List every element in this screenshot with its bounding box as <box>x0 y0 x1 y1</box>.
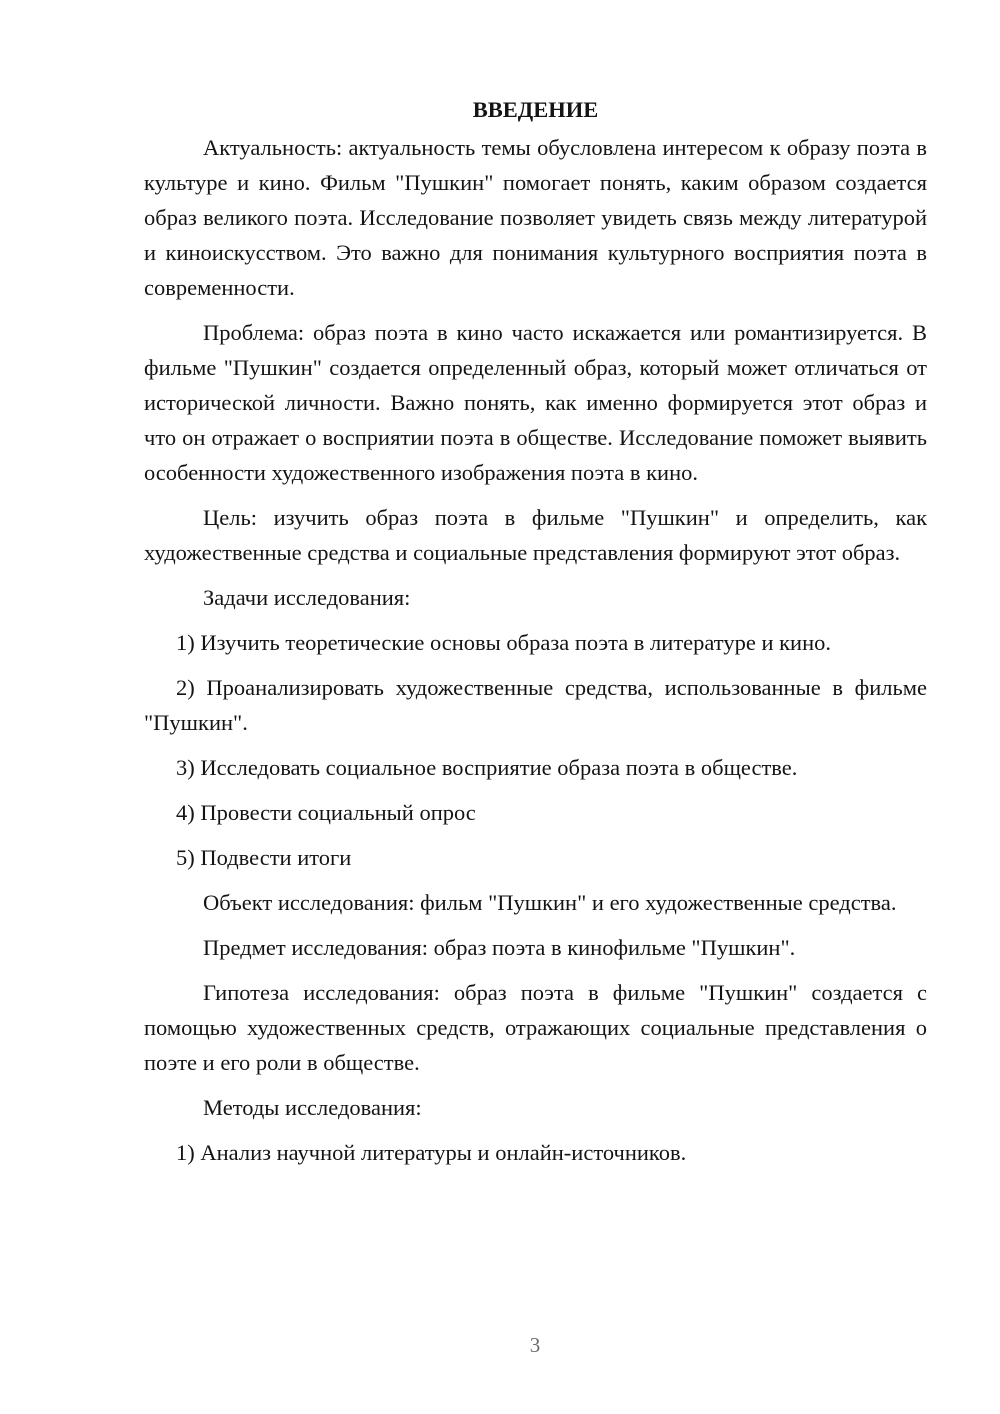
task-item: 1) Изучить теоретические основы образа поэта в литературе и кино. <box>176 630 831 655</box>
methods-heading: Методы исследования: <box>203 1095 422 1120</box>
task-item: 2) Проанализировать художественные средства, использованные в фильме "Пушкин". <box>144 675 927 735</box>
relevance-paragraph: Актуальность: актуальность темы обусловлена интересом к образу поэта в культуре и кино. Фильм "Пушкин" помогает понять, каким образом создается образ великого поэта. Исследование позволяет увидеть связь между литературой и киноискусством. Это важно для понимания культурного восприятия поэта в современности. <box>144 135 927 300</box>
task-item: 3) Исследовать социальное восприятие образа поэта в обществе. <box>176 755 798 780</box>
task-item: 4) Провести социальный опрос <box>176 800 476 825</box>
object-paragraph: Объект исследования: фильм "Пушкин" и его художественные средства. <box>203 890 897 915</box>
section-title: ВВЕДЕНИЕ <box>472 97 599 122</box>
page-number: 3 <box>529 1333 541 1357</box>
task-item: 5) Подвести итоги <box>176 845 352 870</box>
hypothesis-paragraph: Гипотеза исследования: образ поэта в фильме "Пушкин" создается с помощью художественных средств, отражающих социальные представления о поэте и его роли в обществе. <box>144 980 927 1075</box>
page-content <box>144 92 927 1180</box>
problem-paragraph: Проблема: образ поэта в кино часто искажается или романтизируется. В фильме "Пушкин" создается определенный образ, который может отличаться от исторической личности. Важно понять, как именно формируется этот образ и что он отражает о восприятии поэта в обществе. Исследование поможет выявить особенности художественного изображения поэта в кино. <box>144 320 927 485</box>
goal-paragraph: Цель: изучить образ поэта в фильме "Пушкин" и определить, как художественные средства и социальные представления формируют этот образ. <box>144 505 927 565</box>
subject-paragraph: Предмет исследования: образ поэта в кинофильме "Пушкин". <box>203 935 796 960</box>
tasks-heading: Задачи исследования: <box>203 585 411 610</box>
method-item: 1) Анализ научной литературы и онлайн-источников. <box>176 1140 687 1165</box>
